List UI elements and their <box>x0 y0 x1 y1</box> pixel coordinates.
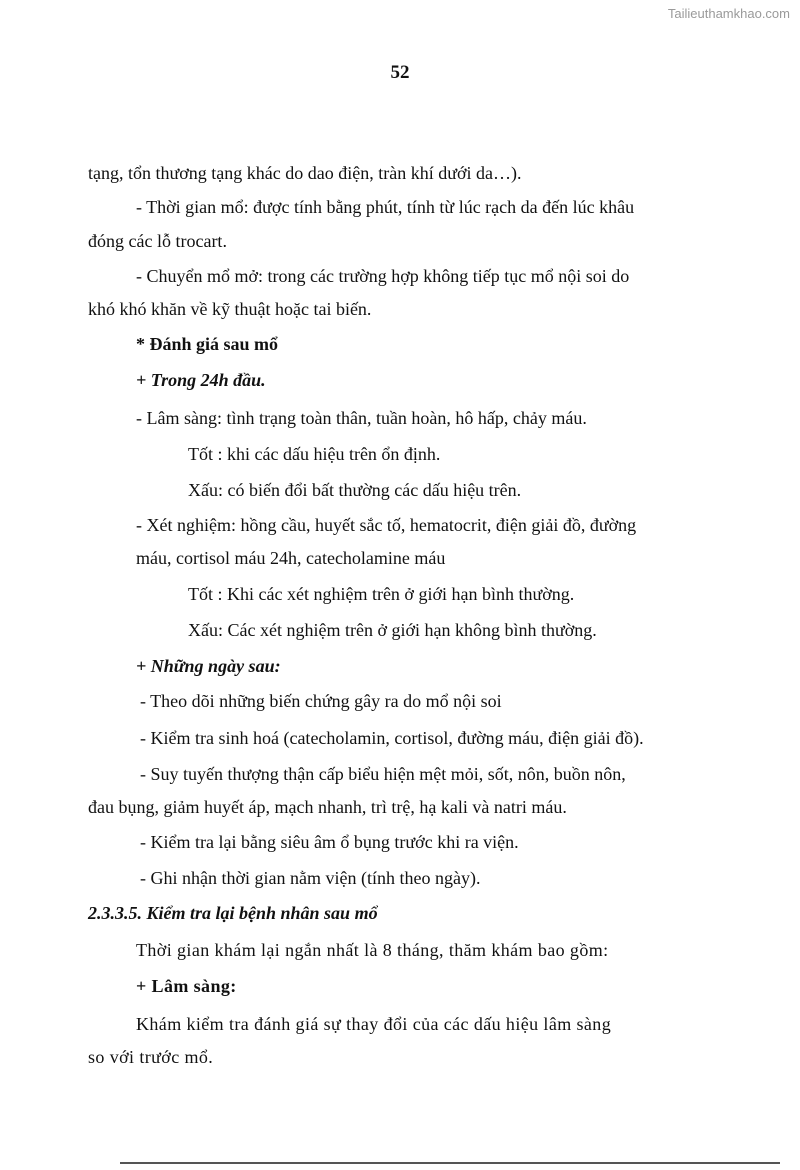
text-line: Tốt : khi các dấu hiệu trên ổn định. <box>188 444 441 464</box>
text-line: Xấu: Các xét nghiệm trên ở giới hạn không bình thường. <box>188 620 597 640</box>
text-line: - Ghi nhận thời gian nằm viện (tính theo ngày). <box>140 868 481 888</box>
text-line: Xấu: có biến đổi bất thường các dấu hiệu trên. <box>188 480 522 500</box>
text-line: so với trước mổ. <box>88 1047 214 1067</box>
bottom-rule <box>120 1162 780 1164</box>
watermark: Tailieuthamkhao.com <box>667 6 790 21</box>
text-line: - Chuyển mổ mở: trong các trường hợp không tiếp tục mổ nội soi do <box>136 266 630 286</box>
text-line: tạng, tổn thương tạng khác do dao điện, tràn khí dưới da…). <box>88 163 522 183</box>
text-line: - Theo dõi những biến chứng gây ra do mổ nội soi <box>140 691 502 711</box>
section-heading: * Đánh giá sau mổ <box>136 334 279 354</box>
text-line: - Suy tuyến thượng thận cấp biểu hiện mệt mỏi, sốt, nôn, buồn nôn, <box>140 764 626 784</box>
text-line: đóng các lỗ trocart. <box>88 231 227 251</box>
text-line: Thời gian khám lại ngắn nhất là 8 tháng, thăm khám bao gồm: <box>136 940 609 960</box>
text-line: Tốt : Khi các xét nghiệm trên ở giới hạn bình thường. <box>188 584 575 604</box>
text-line: - Xét nghiệm: hồng cầu, huyết sắc tố, hematocrit, điện giải đồ, đường <box>136 515 637 535</box>
text-line: - Thời gian mổ: được tính bằng phút, tính từ lúc rạch da đến lúc khâu <box>136 197 635 217</box>
subsection-heading: + Lâm sàng: <box>136 976 237 996</box>
subsection-heading: + Trong 24h đầu. <box>136 370 266 390</box>
text-line: máu, cortisol máu 24h, catecholamine máu <box>136 548 446 568</box>
text-line: đau bụng, giảm huyết áp, mạch nhanh, trì trệ, hạ kali và natri máu. <box>88 797 567 817</box>
text-line: Khám kiểm tra đánh giá sự thay đổi của các dấu hiệu lâm sàng <box>136 1014 612 1034</box>
text-line: - Kiểm tra sinh hoá (catecholamin, cortisol, đường máu, điện giải đồ). <box>140 728 644 748</box>
section-heading: 2.3.3.5. Kiểm tra lại bệnh nhân sau mổ <box>88 903 378 923</box>
text-line: khó khó khăn về kỹ thuật hoặc tai biến. <box>88 299 372 319</box>
page-number: 52 <box>390 62 410 83</box>
text-line: - Kiểm tra lại bằng siêu âm ổ bụng trước khi ra viện. <box>140 832 519 852</box>
subsection-heading: + Những ngày sau: <box>136 656 281 676</box>
text-line: - Lâm sàng: tình trạng toàn thân, tuần hoàn, hô hấp, chảy máu. <box>136 408 587 428</box>
